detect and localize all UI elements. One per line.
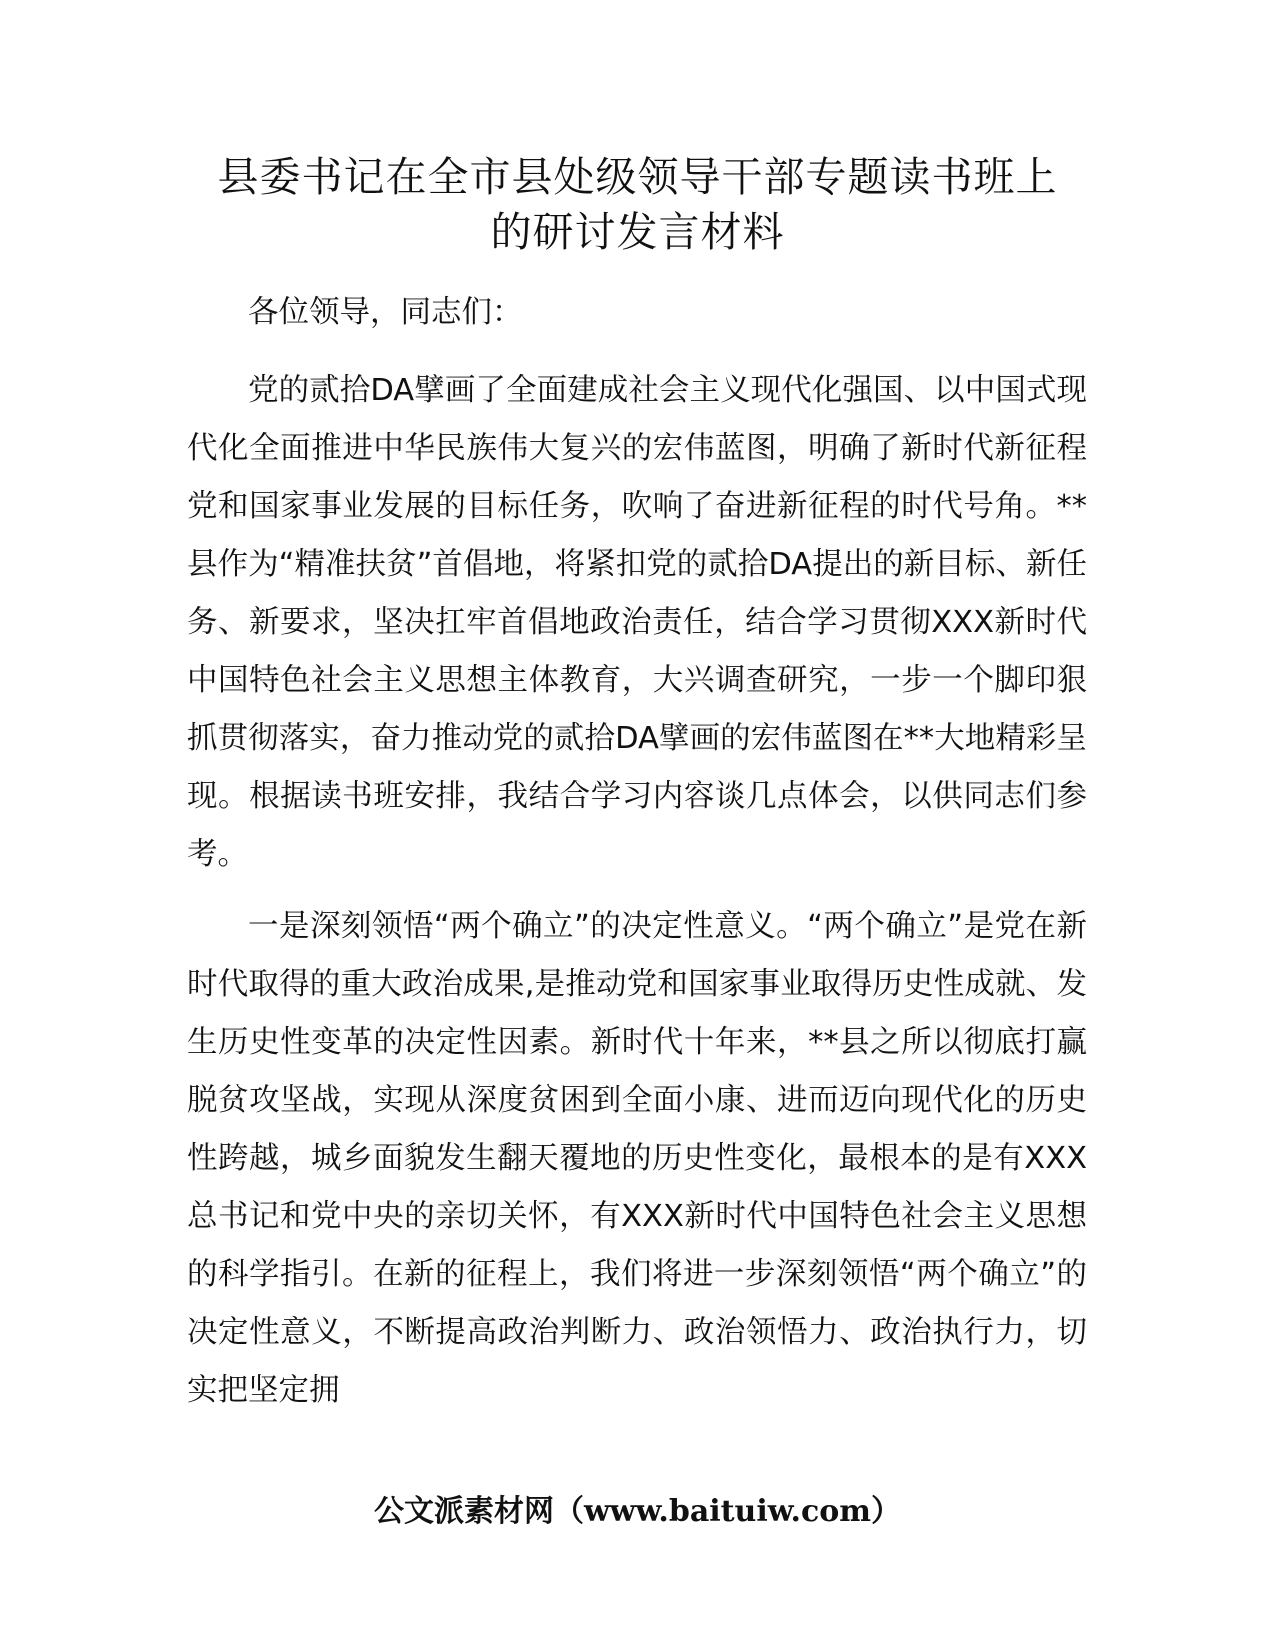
- paragraph-point-one: 一是深刻领悟“两个确立”的决定性意义。“两个确立”是党在新时代取得的重大政治成果,是推动党和国家事业取得历史性成就、发生历史性变革的决定性因素。新时代十年来，**县之所以彻底打赢脱贫攻坚战，实现从深度贫困到全面小康、进而迈向现代化的历史性跨越，城乡面貌发生翻天覆地的历史性变化，最根本的是有XXX总书记和党中央的亲切关怀，有XXX新时代中国特色社会主义思想的科学指引。在新的征程上，我们将进一步深刻领悟“两个确立”的决定性意义，不断提高政治判断力、政治领悟力、政治执行力，切实把坚定拥: [187, 909, 1087, 1408]
- document-title: [170, 150, 1105, 260]
- greeting: 各位领导，同志们：: [248, 295, 523, 330]
- title-line-2: 的研讨发言材料: [490, 208, 785, 256]
- footer-watermark: 公文派素材网（www.baituiw.com）: [373, 1494, 902, 1529]
- title-line-1: 县委书记在全市县处级领导干部专题读书班上: [217, 153, 1058, 201]
- document-body: [187, 284, 1087, 1434]
- paragraph-intro: 党的贰拾DA擘画了全面建成社会主义现代化强国、以中国式现代化全面推进中华民族伟大复兴的宏伟蓝图，明确了新时代新征程党和国家事业发展的目标任务，吹响了奋进新征程的时代号角。**县作为“精准扶贫”首倡地，将紧扣党的贰拾DA提出的新目标、新任务、新要求，坚决扛牢首倡地政治责任，结合学习贯彻XXX新时代中国特色社会主义思想主体教育，大兴调查研究，一步一个脚印狠抓贯彻落实，奋力推动党的贰拾DA擘画的宏伟蓝图在**大地精彩呈现。根据读书班安排，我结合学习内容谈几点体会，以供同志们参考。: [187, 373, 1087, 872]
